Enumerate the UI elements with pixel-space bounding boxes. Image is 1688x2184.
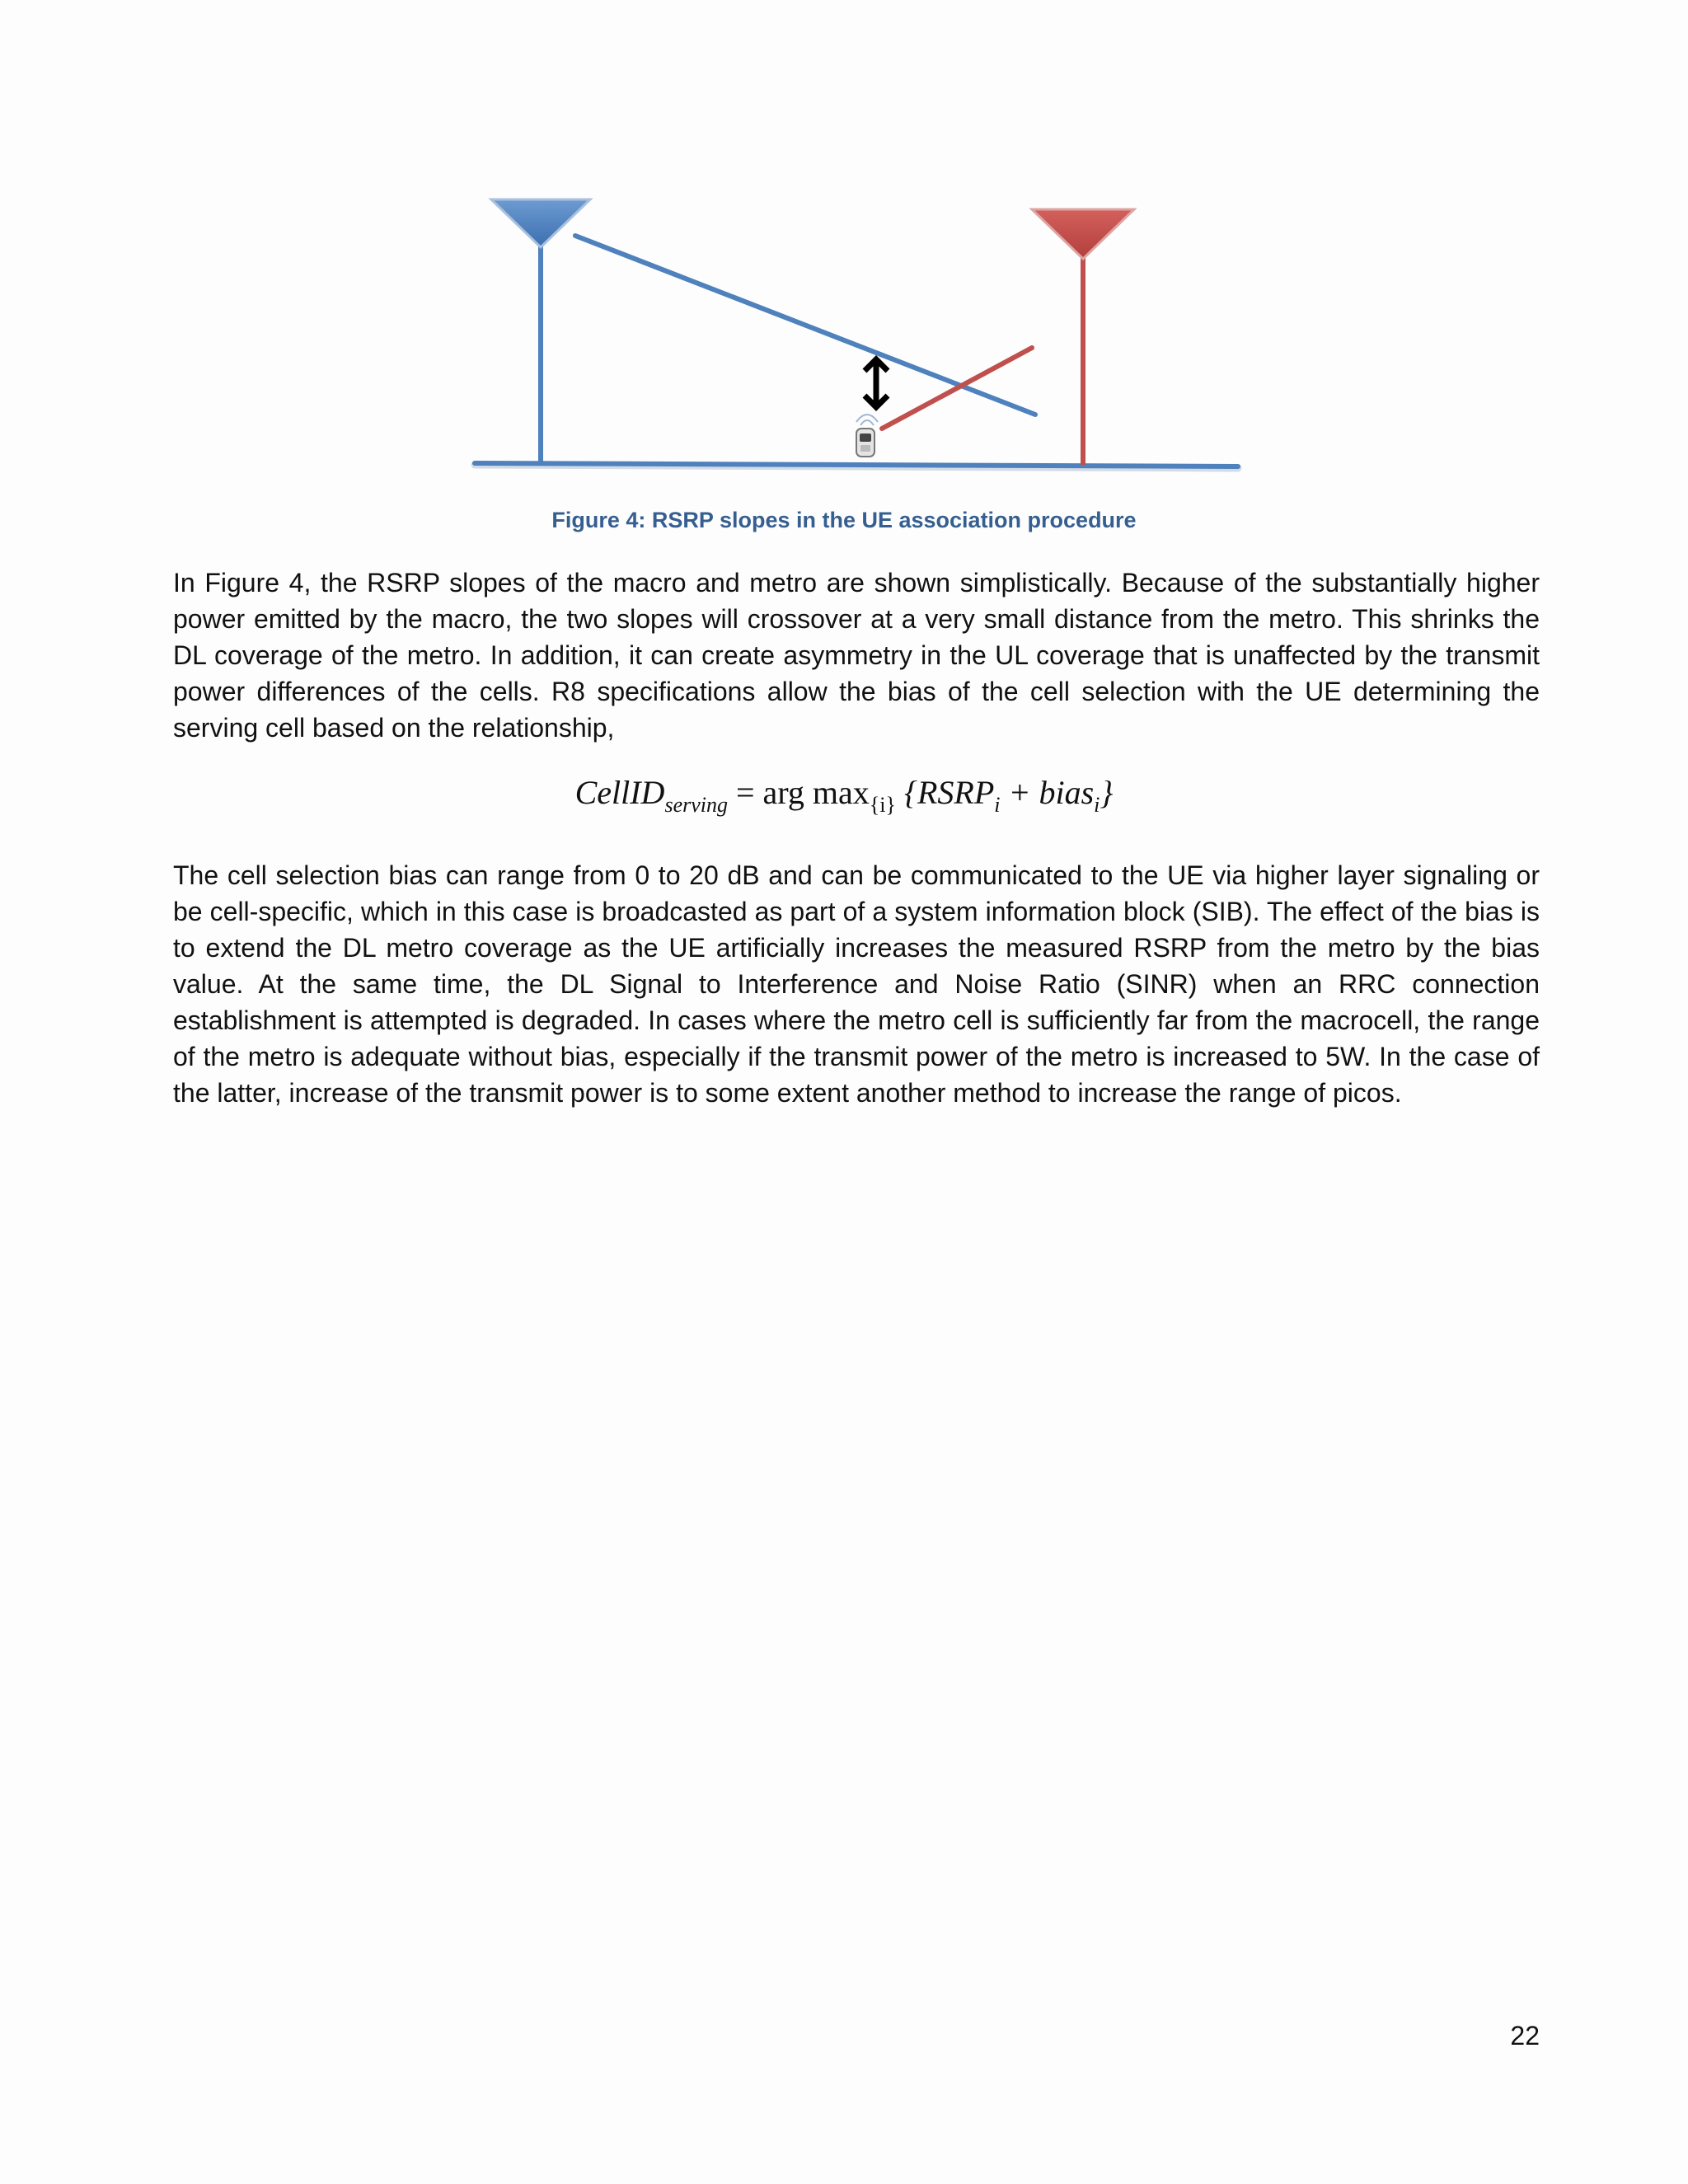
metro-antenna-icon bbox=[1032, 209, 1134, 465]
ground-line bbox=[475, 463, 1238, 468]
metro-rsrp-slope bbox=[882, 348, 1032, 429]
paragraph-1: In Figure 4, the RSRP slopes of the macro and metro are shown simplistically. Because of the substantially higher power emitted by the macro, the two slopes will crossover at a very small distance from the metro. This shrinks the DL coverage of the metro. In addition, it can create asymmetry in the UL coverage that is unaffected by the transmit power differences of the cells. R8 specifications allow the bias of the cell selection with the UE determining the serving cell based on the relationship, bbox=[173, 568, 1540, 743]
equation-rhs-close: } bbox=[1100, 774, 1114, 811]
macro-rsrp-slope bbox=[575, 236, 1035, 415]
equation-lhs: CellID bbox=[574, 774, 665, 811]
double-arrow-icon bbox=[865, 359, 888, 407]
equation-operator: = arg max bbox=[728, 774, 870, 811]
equation-lhs-subscript: serving bbox=[664, 793, 728, 817]
rsrp-slopes-figure bbox=[462, 190, 1253, 482]
equation-operator-subscript: {i} bbox=[869, 793, 896, 817]
page-number: 22 bbox=[1510, 2021, 1540, 2050]
paragraph-2: The cell selection bias can range from 0 to 20 dB and can be communicated to the UE via higher layer signaling or be cell-specific, which in this case is broadcasted as part of a system information block (SIB). The effect of the bias is to extend the DL metro coverage as the UE artificially increases the measured RSRP from the metro by the bias value. At the same time, the DL Signal to Interference and Noise Ratio (SINR) when an RRC connection establishment is attempted is degraded. In cases where the metro cell is sufficiently far from the macrocell, the range of the metro is adequate without bias, especially if the transmit power of the metro is increased to 5W. In the case of the latter, increase of the transmit power is to some extent another method to increase the range of picos. bbox=[173, 860, 1540, 1108]
equation-rhs-mid: + bias bbox=[1000, 774, 1095, 811]
figure-caption: Figure 4: RSRP slopes in the UE association procedure bbox=[551, 508, 1137, 532]
equation-rhs-subscript-1: i bbox=[994, 793, 1001, 817]
equation-rhs-open: {RSRP bbox=[895, 774, 995, 811]
mobile-phone-icon bbox=[856, 415, 878, 457]
macro-antenna-icon bbox=[491, 199, 590, 463]
cell-selection-equation bbox=[0, 773, 1688, 817]
equation-rhs-subscript-2: i bbox=[1094, 793, 1100, 817]
